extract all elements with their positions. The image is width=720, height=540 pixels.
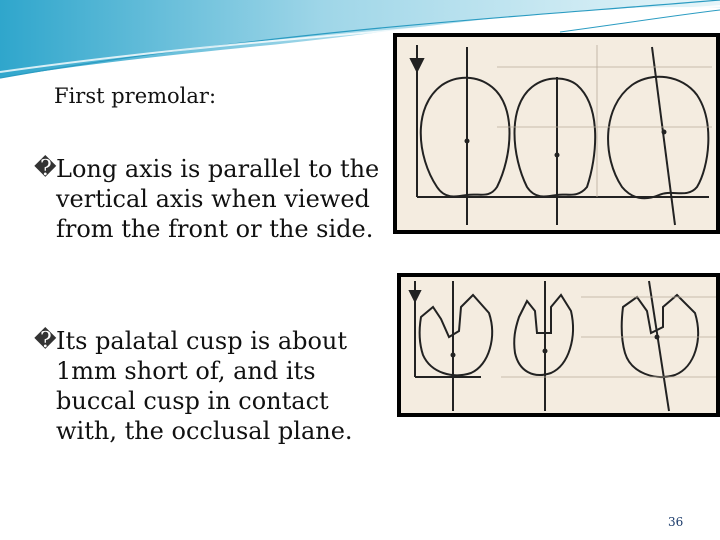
- premolar-axis-drawing: [397, 37, 716, 230]
- premolar-cusp-drawing: [401, 277, 716, 413]
- bullet-marker: �: [34, 156, 57, 181]
- bullet-marker: �: [34, 328, 57, 353]
- bullet-text: Its palatal cusp is about 1mm short of, and its buccal cusp in contact with, the occlusal plane.: [56, 327, 353, 445]
- bullet-text: Long axis is parallel to the vertical axis when viewed from the front or the side.: [56, 155, 380, 243]
- premolar-occlusal-cusp-photo: [397, 273, 720, 417]
- premolar-axis-views-photo: [393, 33, 720, 234]
- page-number: 36: [668, 515, 684, 529]
- slide-title: First premolar:: [54, 84, 217, 108]
